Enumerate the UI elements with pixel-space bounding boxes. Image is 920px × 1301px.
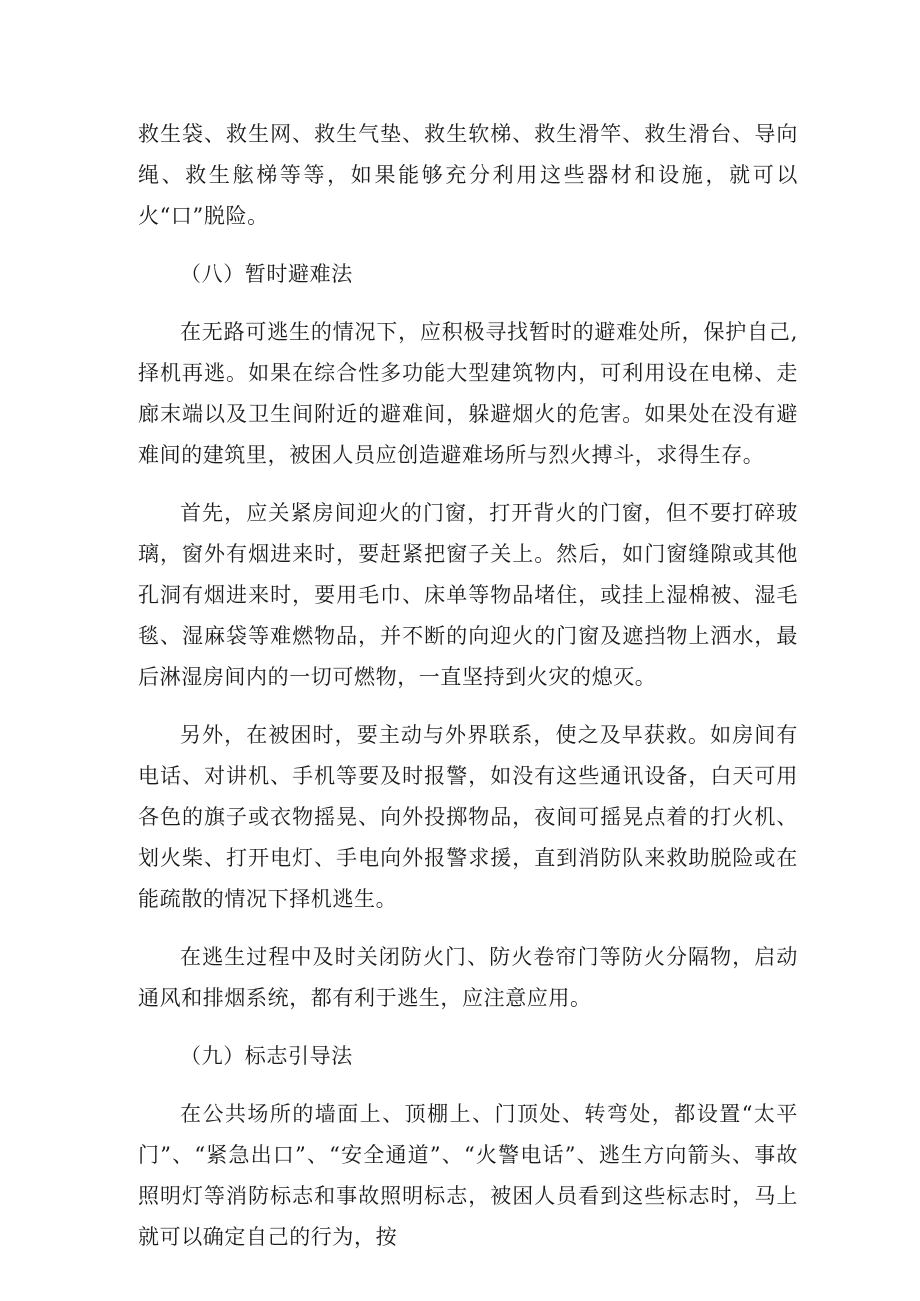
paragraph-fire-doors: 在逃生过程中及时关闭防火门、防火卷帘门等防火分隔物，启动通风和排烟系统，都有利于逃生，应注意应用。 <box>138 945 798 1010</box>
paragraph-continued: 救生袋、救生网、救生气垫、救生软梯、救生滑竿、救生滑台、导向绳、救生舷梯等等，如果能够充分利用这些器材和设施，就可以火“口”脱险。 <box>138 122 798 228</box>
document-body <box>138 114 798 1275</box>
section-heading-8: （八）暂时避难法 <box>180 262 353 286</box>
section-heading-9: （九）标志引导法 <box>180 1044 353 1068</box>
paragraph-contact-outside: 另外，在被困时，要主动与外界联系，使之及早获救。如房间有电话、对讲机、手机等要及时报警，如没有这些通讯设备，白天可用各色的旗子或衣物摇晃、向外投掷物品，夜间可摇晃点着的打火机、划火柴、打开电灯、手电向外报警求援，直到消防队来救助脱险或在能疏散的情况下择机逃生。 <box>138 723 798 911</box>
paragraph-refuge-intro: 在无路可逃生的情况下，应积极寻找暂时的避难处所，保护自己,择机再逃。如果在综合性多功能大型建筑物内，可利用设在电梯、走廊末端以及卫生间附近的避难间，躲避烟火的危害。如果处在没有避难间的建筑里，被困人员应创造避难场所与烈火搏斗，求得生存。 <box>138 320 798 467</box>
paragraph-signs: 在公共场所的墙面上、顶棚上、门顶处、转弯处，都设置“太平门”、“紧急出口”、“安全通道”、“火警电话”、逃生方向箭头、事故照明灯等消防标志和事故照明标志，被困人员看到这些标志时，马上就可以确定自己的行为，按 <box>138 1102 798 1249</box>
paragraph-refuge-steps: 首先，应关紧房间迎火的门窗，打开背火的门窗，但不要打碎玻璃，窗外有烟进来时，要赶紧把窗子关上。然后，如门窗缝隙或其他孔洞有烟进来时，要用毛巾、床单等物品堵住，或挂上湿棉被、湿毛毯、湿麻袋等难燃物品，并不断的向迎火的门窗及遮挡物上洒水，最后淋湿房间内的一切可燃物，一直坚持到火灾的熄灭。 <box>138 501 798 689</box>
